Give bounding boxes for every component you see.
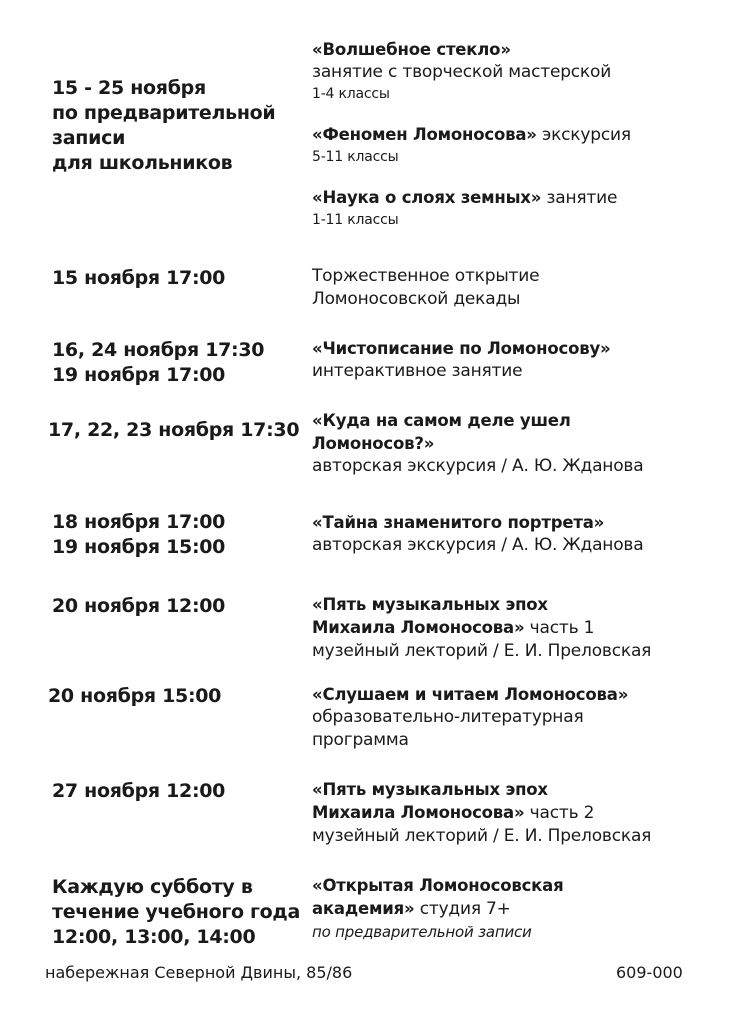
event-dates: 20 ноября 15:00 [48,685,222,707]
event-description: «Пять музыкальных эпох Михаила Ломоносова» часть 1 музейный лекторий / Е. И. Преловская [312,593,717,663]
event-dates: 17, 22, 23 ноября 17:30 [48,419,300,441]
event-dates: 27 ноября 12:00 [52,780,226,802]
event-title: «Наука о слоях земных» [312,188,542,207]
event-title: академия» [312,899,415,918]
event-title: Михаила Ломоносова» [312,618,525,637]
event-title: Ломоносов?» [312,434,435,453]
event-title: «Пять музыкальных эпох [312,595,548,614]
event-dates: 16, 24 ноября 17:30 19 ноября 17:00 [52,339,265,386]
event-dates: 15 ноября 17:00 [52,267,226,289]
event-description: «Слушаем и читаем Ломоносова» образовательно-литературная программа [312,683,717,752]
event-title: «Феномен Ломоносова» [312,125,537,144]
event-note: по предварительной записи [312,923,532,941]
event-grades: 1-4 классы [312,86,390,102]
event-title: «Пять музыкальных эпох [312,780,548,799]
event-type: занятие [546,188,618,208]
event-title: «Волшебное стекло» [312,40,511,59]
event-description: «Тайна знаменитого портрета» авторская экскурсия / А. Ю. Жданова [312,511,717,557]
event-description [312,38,717,231]
event-description: «Открытая Ломоносовская академия» студия 7+ по предварительной записи [312,874,717,944]
event-description: «Пять музыкальных эпох Михаила Ломоносова» часть 2 музейный лекторий / Е. И. Преловская [312,778,717,848]
event-title: «Куда на самом деле ушел [312,411,571,430]
event-description: «Чистописание по Ломоносову» интерактивное занятие [312,337,717,383]
event-type: экскурсия [541,125,631,145]
footer-phone: 609-000 [616,963,683,982]
event-title: «Тайна знаменитого портрета» [312,513,605,532]
event-description: «Куда на самом деле ушел Ломоносов?» авторская экскурсия / А. Ю. Жданова [312,409,717,478]
event-description: Торжественное открытие Ломоносовской декады [312,266,540,309]
event-dates: 15 - 25 ноября по предварительной записи для школьников [52,77,276,174]
event-grades: 5-11 классы [312,149,399,165]
event-grades: 1-11 классы [312,212,399,228]
event-dates: 20 ноября 12:00 [52,595,226,617]
event-title: «Слушаем и читаем Ломоносова» [312,685,629,704]
footer-address: набережная Северной Двины, 85/86 [45,963,353,982]
event-dates: Каждую субботу в течение учебного года 12:00, 13:00, 14:00 [52,876,300,948]
event-title: «Чистописание по Ломоносову» [312,339,611,358]
event-title: Михаила Ломоносова» [312,803,525,822]
event-title: «Открытая Ломоносовская [312,876,564,895]
event-type: занятие с творческой мастерской [312,62,612,82]
event-dates: 18 ноября 17:00 19 ноября 15:00 [52,511,226,558]
